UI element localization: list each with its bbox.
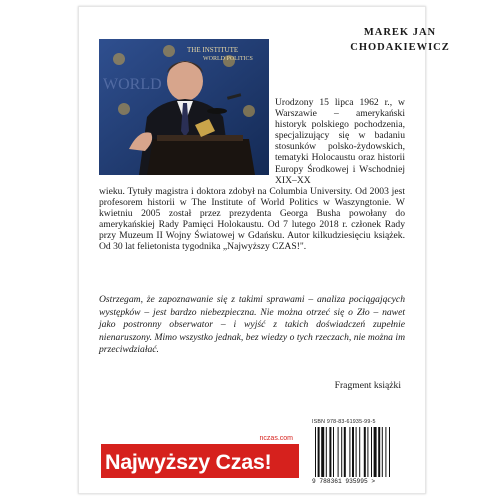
barcode-stripe: [349, 427, 350, 477]
barcode-stripe: [329, 427, 331, 477]
svg-text:WORLD POLITICS: WORLD POLITICS: [203, 56, 253, 62]
author-name-line-2: CHODAKIEWICZ: [350, 42, 450, 53]
barcode-stripe: [364, 427, 366, 477]
svg-text:THE INSTITUTE: THE INSTITUTE: [187, 46, 239, 54]
barcode-stripe: [378, 427, 380, 477]
barcode-stripe: [371, 427, 372, 477]
publisher-logo: [101, 435, 299, 478]
barcode-digits: 9 788361 935995 >: [312, 478, 376, 485]
barcode-stripe: [385, 427, 386, 477]
barcode-stripe: [333, 427, 334, 477]
barcode-stripe: [341, 427, 342, 477]
barcode-stripe: [356, 427, 357, 477]
barcode-stripe: [326, 427, 327, 477]
author-bio-continued: wieku. Tytuły magistra i doktora zdobył na Columbia University. Od 2003 jest profesorem historii w The Institute of World Politics w Waszyngtonie. W kwietniu 2005 został przez prezydenta Georga Busha powołany do amerykańskiej Rady Pamięci Holokaustu. Od 7 lutego 2018 r. członek Rady przy Muzeum II Wojny Światowej w Gdańsku. Autor kilkudziesięciu książek. Od 30 lat felietonista tygodnika „Najwyższy CZAS!".: [99, 186, 405, 253]
barcode-stripe: [367, 427, 368, 477]
publisher-url: nczas.com: [259, 435, 293, 442]
barcode-stripe: [321, 427, 324, 477]
barcode-stripe: [389, 427, 390, 477]
publisher-logo-text: Najwyższy Czas!: [105, 450, 272, 474]
barcode-stripe: [359, 427, 360, 477]
barcode-stripe: [374, 427, 377, 477]
barcode-stripe: [318, 427, 320, 477]
author-photo-image: [99, 39, 269, 175]
quote-source: Fragment książki: [334, 380, 401, 391]
book-back-cover: [78, 6, 450, 494]
barcode-graphic: [312, 427, 412, 479]
author-photo: [99, 39, 269, 175]
barcode-stripe: [382, 427, 383, 477]
book-quote: Ostrzegam, że zapoznawanie się z takimi sprawami – analiza pociągających występków – jest bardzo niebezpieczna. Nie można otrzeć się o Zło – nawet jako postronny obserwator – i wyjść z takich doświadczeń zupełnie nienaruszony. Mimo wszystko jednak, bez wiedzy o tych rzeczach, nie można im przeciwdziałać.: [99, 294, 405, 356]
barcode-stripe: [352, 427, 354, 477]
barcode: [312, 419, 412, 485]
barcode-stripe: [315, 427, 316, 477]
barcode-stripe: [344, 427, 346, 477]
barcode-bars: [312, 427, 412, 479]
isbn-label: ISBN 978-83-61935-99-5: [312, 419, 376, 425]
svg-text:WORLD: WORLD: [103, 76, 162, 93]
barcode-stripe: [338, 427, 339, 477]
author-bio-column: Urodzony 15 lipca 1962 r., w Warszawie – amerykański historyk polskiego pochodzenia, specjalizujący się w badaniu stosunków polsko-żydowskich, tematyki Holocaustu oraz historii Europy Środkowej i Wschodniej XIX–XX: [275, 97, 405, 186]
author-name-line-1: MAREK JAN: [363, 27, 437, 38]
author-name: [317, 25, 483, 55]
